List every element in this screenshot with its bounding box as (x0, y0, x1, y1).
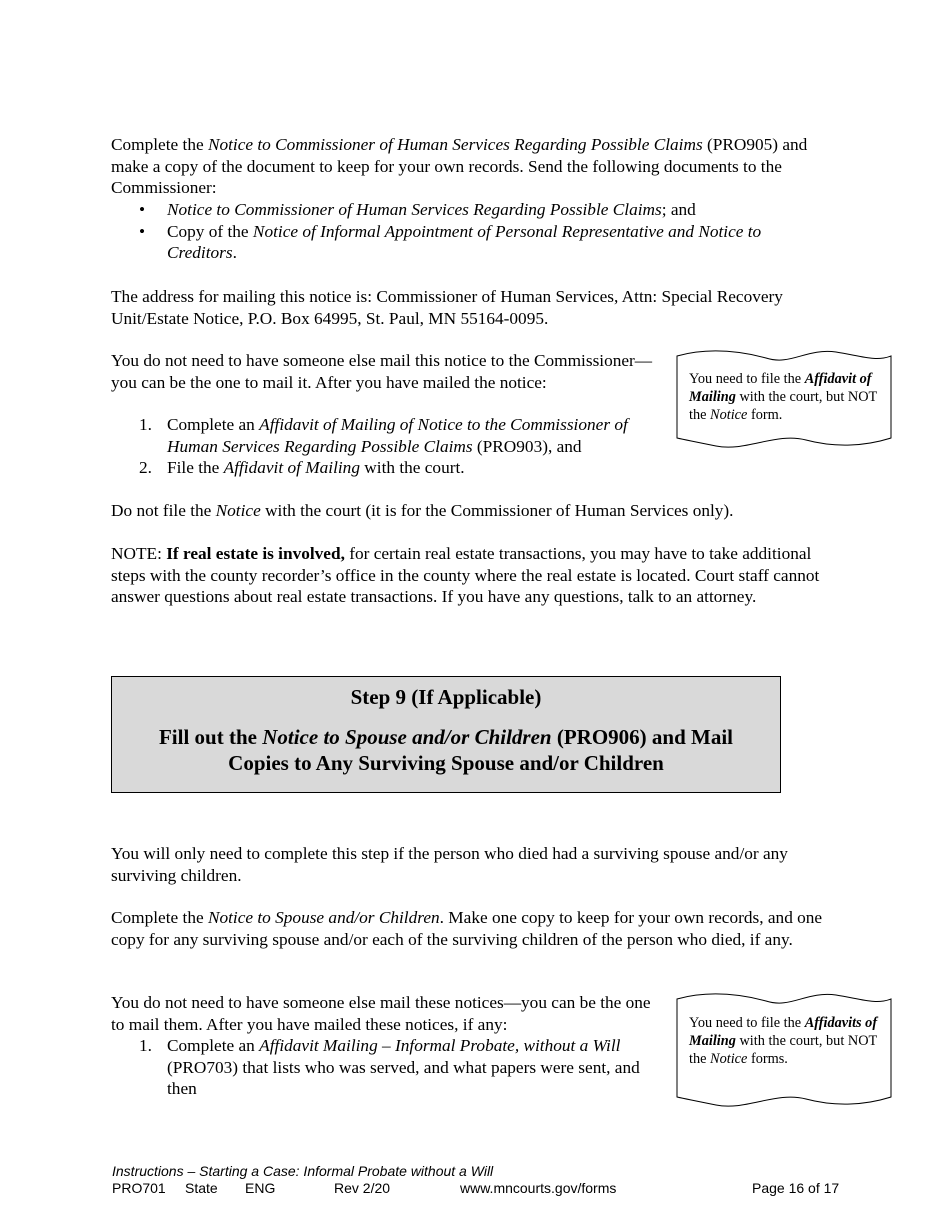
callout-note (676, 991, 892, 1109)
footer-state: State (185, 1180, 218, 1196)
steps-list (111, 414, 663, 479)
address-paragraph: The address for mailing this notice is: Commissioner of Human Services, Attn: Special Recovery Unit/Estate Notice, P.O. Box 64995, St. Paul, MN 55164-0095. (111, 287, 783, 328)
do-not-file-paragraph: Do not file the Notice with the court (it is for the Commissioner of Human Services only). (111, 501, 734, 520)
note-paragraph: NOTE: If real estate is involved, for certain real estate transactions, you may have to take additional steps with the county recorder’s office in the county where the real estate is located. Court staff cannot answer questions about real estate transactions. If you have any questions, talk to an attorney. (111, 544, 820, 606)
footer-language: ENG (245, 1180, 276, 1196)
documents-list (111, 199, 841, 264)
mail-paragraph: You do not need to have someone else mail this notice to the Commissioner—you can be the one to mail it. After you have mailed the notice: (111, 351, 653, 392)
list-item: 2. File the Affidavit of Mailing with the court. (139, 458, 465, 477)
callout-text: You need to file the Affidavits of Mailing with the court, but NOT the Notice forms. (689, 1015, 878, 1067)
footer-page-number: Page 16 of 17 (752, 1180, 840, 1196)
list-item: 1. Complete an Affidavit of Mailing of Notice to the Commissioner of Human Services Regarding Possible Claims (PRO903), and (139, 415, 628, 456)
step-title: Step 9 (If Applicable) (350, 685, 542, 709)
footer-url: www.mncourts.gov/forms (460, 1180, 617, 1196)
only-if-paragraph: You will only need to complete this step if the person who died had a surviving spouse and/or any surviving children. (111, 844, 788, 885)
callout-text: You need to file the Affidavit of Mailing with the court, but NOT the Notice form. (689, 371, 877, 423)
intro-paragraph: Complete the Notice to Commissioner of Human Services Regarding Possible Claims (PRO905) and make a copy of the document to keep for your own records. Send the following documents to the Commissioner: (111, 135, 808, 197)
list-item: • Notice to Commissioner of Human Services Regarding Possible Claims; and (111, 199, 841, 221)
callout-note (676, 348, 892, 450)
mail-notices-paragraph: You do not need to have someone else mail these notices—you can be the one to mail them. After you have mailed these notices, if any: (111, 993, 651, 1034)
footer-revision: Rev 2/20 (334, 1180, 391, 1196)
footer-form-code: PRO701 (112, 1180, 166, 1196)
steps-list (111, 1035, 651, 1100)
list-item: 1. Complete an Affidavit Mailing – Informal Probate, without a Will (PRO703) that lists who was served, and what papers were sent, and then (139, 1036, 640, 1098)
complete-notice-paragraph: Complete the Notice to Spouse and/or Children. Make one copy to keep for your own records, and one copy for any surviving spouse and/or each of the surviving children of the person who died, if any. (111, 908, 823, 949)
list-item: • Copy of the Notice of Informal Appointment of Personal Representative and Notice to Creditors. (111, 221, 841, 264)
step-heading-box (111, 676, 781, 793)
step-subtitle: Fill out the Notice to Spouse and/or Children (PRO906) and Mail Copies to Any Surviving Spouse and/or Children (158, 725, 734, 775)
footer-title: Instructions – Starting a Case: Informal Probate without a Will (112, 1163, 494, 1179)
